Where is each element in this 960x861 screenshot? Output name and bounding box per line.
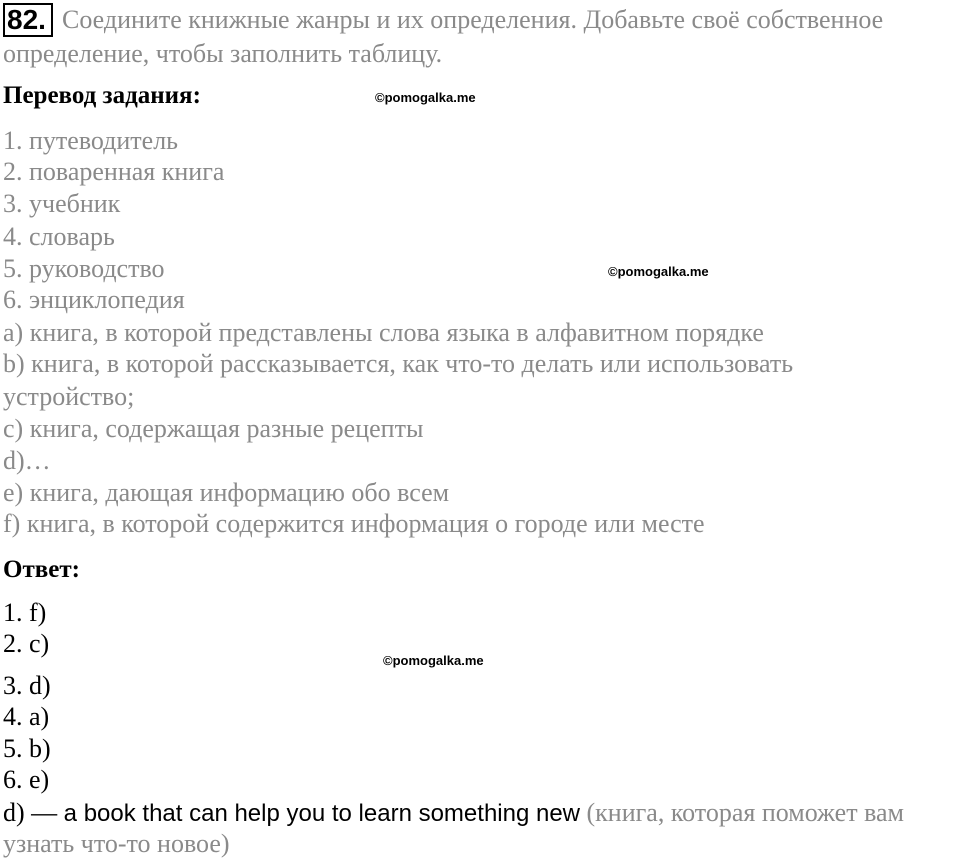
translation-item-c: c) книга, содержащая разные рецепты: [3, 414, 424, 443]
watermark-2: ©pomogalka.me: [608, 264, 709, 279]
translation-item-6: 6. энциклопедия: [3, 285, 185, 314]
watermark-3: ©pomogalka.me: [383, 653, 484, 668]
answer-item-2: 2. c): [3, 629, 50, 658]
translation-heading: Перевод задания:: [3, 82, 201, 109]
answer-item-1: 1. f): [3, 598, 47, 627]
watermark-1: ©pomogalka.me: [375, 90, 476, 105]
translation-item-f: f) книга, в которой содержится информация о городе или месте: [3, 509, 705, 538]
task-text-line2: определение, чтобы заполнить таблицу.: [3, 39, 443, 68]
answer-final-russian-2: узнать что-то новое): [3, 829, 230, 858]
translation-item-d: d)…: [3, 446, 51, 475]
task-text-line1: Соедините книжные жанры и их определения. Добавьте своё собственное: [62, 5, 884, 34]
translation-item-2: 2. поваренная книга: [3, 157, 225, 186]
answer-final-english: a book that can help you to learn something new: [63, 800, 581, 827]
answer-heading: Ответ:: [3, 556, 80, 583]
translation-item-3: 3. учебник: [3, 189, 121, 218]
translation-item-b-cont: устройство;: [3, 382, 135, 411]
translation-item-a: a) книга, в которой представлены слова языка в алфавитном порядке: [3, 318, 764, 347]
answer-item-3: 3. d): [3, 671, 51, 700]
answer-item-6: 6. e): [3, 765, 50, 794]
answer-final-line: [3, 797, 904, 830]
translation-item-5: 5. руководство: [3, 254, 165, 283]
translation-item-b: b) книга, в которой рассказывается, как что-то делать или использовать: [3, 349, 794, 378]
answer-final-prefix: d) —: [3, 798, 64, 827]
answer-item-5: 5. b): [3, 734, 51, 763]
translation-item-e: e) книга, дающая информацию обо всем: [3, 478, 450, 507]
translation-item-1: 1. путеводитель: [3, 126, 179, 155]
translation-item-4: 4. словарь: [3, 222, 115, 251]
answer-final-russian-1: (книга, которая поможет вам: [580, 798, 904, 827]
task-number: 82.: [7, 4, 46, 35]
answer-item-4: 4. a): [3, 702, 50, 731]
